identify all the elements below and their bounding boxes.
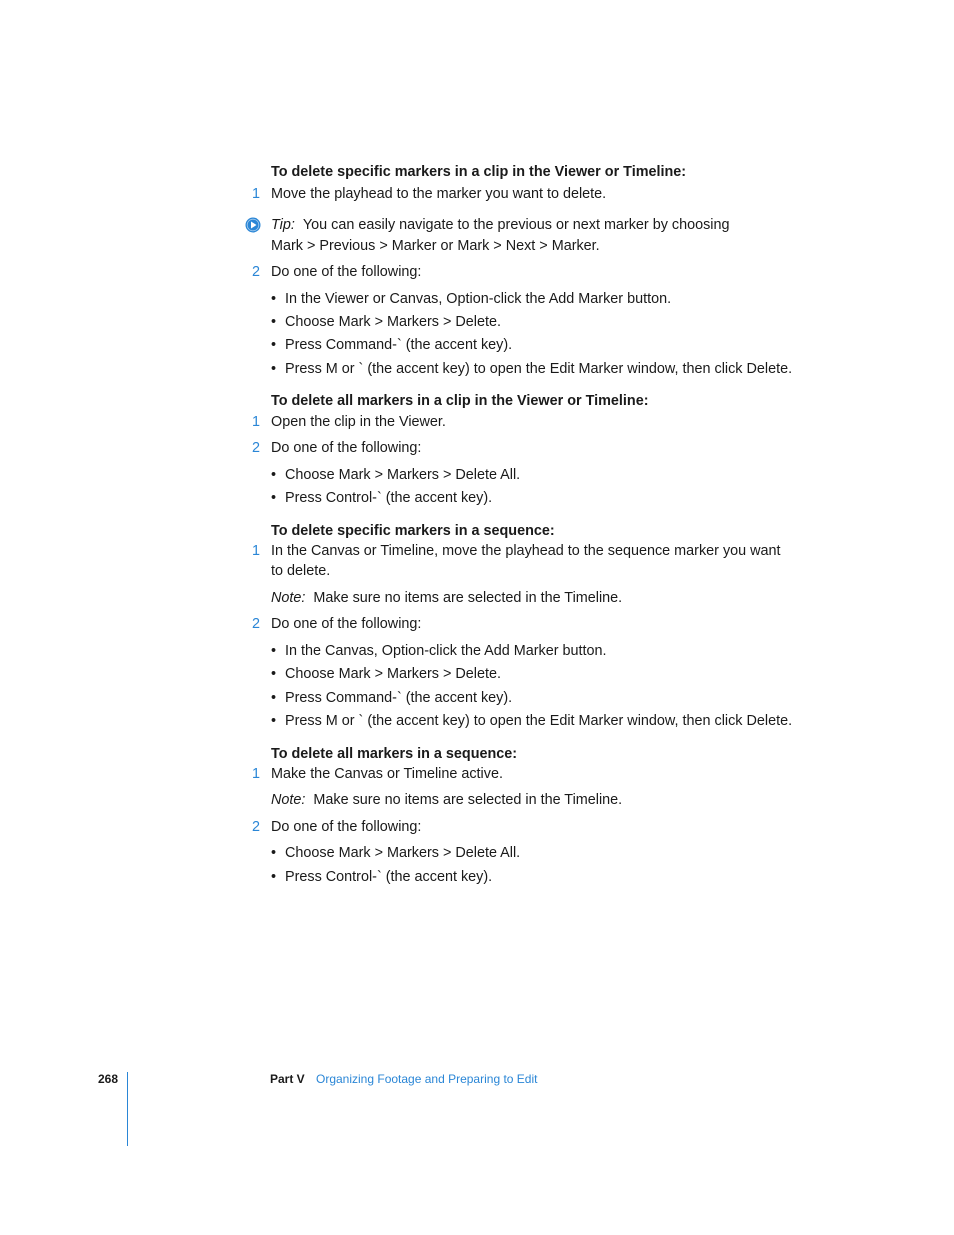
tip-line	[271, 215, 730, 235]
step-number: 2	[251, 819, 260, 835]
bullet-item	[271, 335, 512, 355]
bullet-mark: •	[271, 666, 277, 682]
bullet-item	[271, 843, 520, 863]
tip-arrow-icon	[245, 217, 261, 233]
bullet-text: Press Control-` (the accent key).	[285, 869, 493, 885]
step-number: 2	[251, 264, 260, 280]
note-line	[271, 588, 622, 608]
bullet-text: Choose Mark > Markers > Delete.	[285, 666, 501, 682]
bullet-item	[271, 465, 520, 485]
bullet-text: Press Control-` (the accent key).	[285, 490, 493, 506]
step-text: Do one of the following:	[271, 616, 422, 632]
footer-chapter-title: Organizing Footage and Preparing to Edit	[316, 1072, 538, 1086]
bullet-item	[271, 289, 671, 309]
bullet-mark: •	[271, 490, 277, 506]
bullet-mark: •	[271, 467, 277, 483]
bullet-item	[271, 359, 792, 379]
footer-part-label: Part V	[270, 1072, 305, 1086]
step-text: Move the playhead to the marker you want to delete.	[271, 186, 607, 202]
step-number: 1	[251, 186, 260, 202]
bullet-text: Press Command-` (the accent key).	[285, 690, 513, 706]
tip-text: You can easily navigate to the previous or next marker by choosing	[302, 217, 730, 233]
bullet-text: In the Viewer or Canvas, Option-click the Add Marker button.	[285, 291, 672, 307]
section-heading: To delete all markers in a clip in the Viewer or Timeline:	[271, 393, 649, 409]
bullet-text: In the Canvas, Option-click the Add Marker button.	[285, 643, 607, 659]
bullet-mark: •	[271, 869, 277, 885]
step-number: 2	[251, 440, 260, 456]
bullet-mark: •	[271, 291, 277, 307]
bullet-text: Press M or ` (the accent key) to open the Edit Marker window, then click Delete.	[285, 361, 793, 377]
bullet-mark: •	[271, 845, 277, 861]
step-text: Do one of the following:	[271, 264, 422, 280]
bullet-text: Press M or ` (the accent key) to open the Edit Marker window, then click Delete.	[285, 713, 793, 729]
note-label: Note:	[271, 590, 306, 606]
bullet-mark: •	[271, 361, 277, 377]
bullet-mark: •	[271, 337, 277, 353]
step-text-continued: to delete.	[271, 563, 331, 579]
step-text: Do one of the following:	[271, 440, 422, 456]
step-number: 1	[251, 543, 260, 559]
section-heading: To delete specific markers in a sequence:	[271, 523, 555, 539]
section-heading: To delete specific markers in a clip in the Viewer or Timeline:	[271, 164, 687, 180]
bullet-item	[271, 488, 492, 508]
bullet-item	[271, 664, 501, 684]
bullet-mark: •	[271, 690, 277, 706]
tip-text-continued: Mark > Previous > Marker or Mark > Next > Marker.	[271, 238, 600, 254]
step-number: 1	[251, 414, 260, 430]
bullet-mark: •	[271, 713, 277, 729]
bullet-text: Choose Mark > Markers > Delete All.	[285, 467, 521, 483]
note-text: Make sure no items are selected in the Timeline.	[313, 590, 623, 606]
footer-divider	[127, 1072, 128, 1146]
bullet-item	[271, 711, 792, 731]
note-text: Make sure no items are selected in the Timeline.	[313, 792, 623, 808]
step-text: In the Canvas or Timeline, move the playhead to the sequence marker you want	[271, 543, 781, 559]
step-text: Open the clip in the Viewer.	[271, 414, 446, 430]
bullet-mark: •	[271, 314, 277, 330]
bullet-text: Choose Mark > Markers > Delete All.	[285, 845, 521, 861]
bullet-mark: •	[271, 643, 277, 659]
bullet-item	[271, 688, 512, 708]
page-number: 268	[98, 1072, 119, 1086]
bullet-item	[271, 312, 501, 332]
step-text: Make the Canvas or Timeline active.	[271, 766, 503, 782]
note-line	[271, 790, 622, 810]
bullet-item	[271, 867, 492, 887]
tip-label: Tip:	[271, 217, 295, 233]
step-number: 1	[251, 766, 260, 782]
bullet-text: Choose Mark > Markers > Delete.	[285, 314, 501, 330]
section-heading: To delete all markers in a sequence:	[271, 746, 518, 762]
step-number: 2	[251, 616, 260, 632]
bullet-item	[271, 641, 607, 661]
bullet-text: Press Command-` (the accent key).	[285, 337, 513, 353]
step-text: Do one of the following:	[271, 819, 422, 835]
note-label: Note:	[271, 792, 306, 808]
